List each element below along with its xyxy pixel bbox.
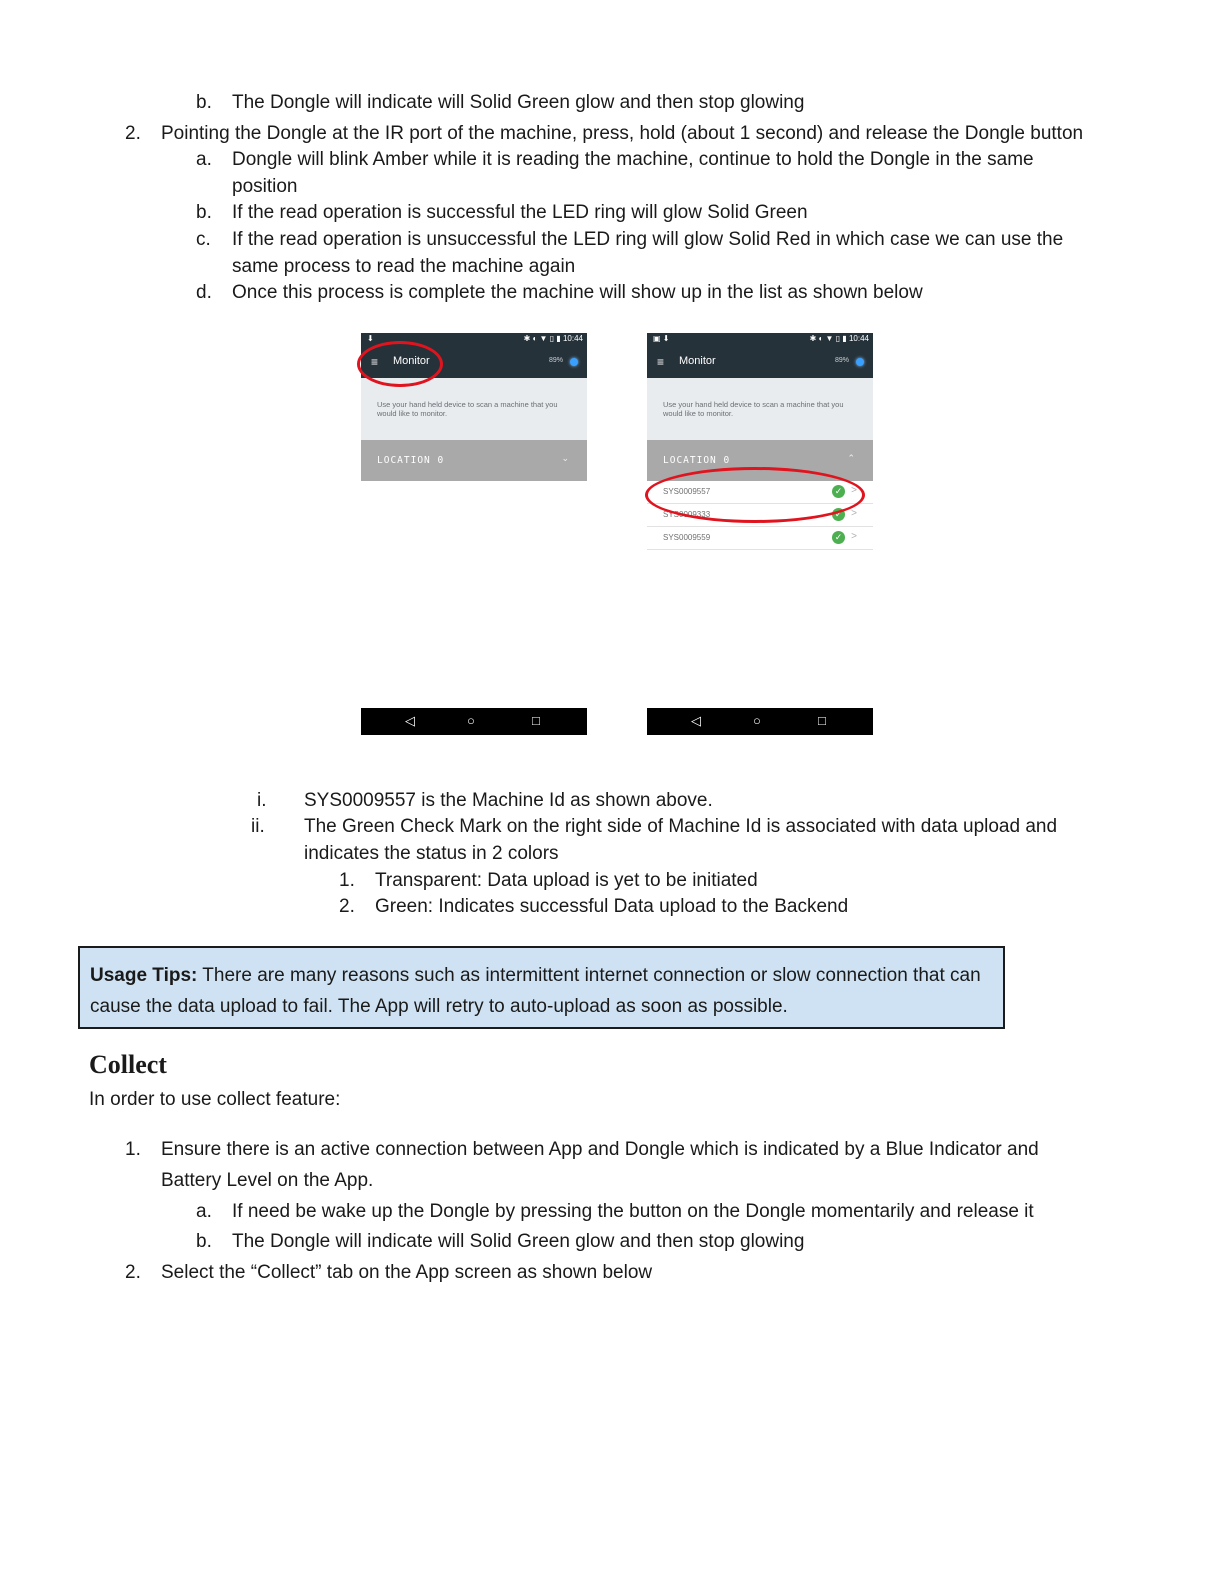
collect-step-1-text-cont: Battery Level on the App.	[161, 1170, 374, 1191]
phone-screenshot-left	[361, 333, 587, 735]
scan-hint: Use your hand held device to scan a machine that you would like to monitor.	[647, 378, 873, 440]
collect-step-1-text: Ensure there is an active connection between App and Dongle which is indicated by a Blue Indicator and	[161, 1139, 1039, 1160]
chevron-right-icon[interactable]: >	[851, 508, 857, 519]
chevron-down-icon[interactable]: ⌄	[561, 453, 569, 463]
note-1-text: Transparent: Data upload is yet to be initiated	[375, 870, 758, 891]
collect-step-b-text: The Dongle will indicate will Solid Green glow and then stop glowing	[232, 1231, 805, 1252]
list-marker-d: d.	[196, 282, 212, 303]
usage-tips-label: Usage Tips:	[90, 965, 198, 986]
check-icon: ✓	[832, 531, 845, 544]
home-icon[interactable]: ○	[467, 713, 475, 728]
hamburger-menu-icon[interactable]: ≡	[657, 355, 665, 369]
list-item-c-text: If the read operation is unsuccessful the LED ring will glow Solid Red in which case we can use the	[232, 229, 1064, 250]
download-icon: ⬇	[367, 334, 374, 343]
location-header[interactable]	[361, 440, 587, 481]
location-label: LOCATION 0	[663, 455, 731, 466]
app-bar	[647, 347, 873, 378]
note-marker-i: i.	[257, 790, 267, 811]
list-item-c-text-cont: same process to read the machine again	[232, 256, 576, 277]
battery-level: 89%	[548, 357, 563, 364]
highlight-ring-machine-row	[645, 467, 865, 523]
check-icon: ✓	[832, 508, 845, 521]
collect-marker-2: 2.	[125, 1262, 141, 1283]
recent-apps-icon[interactable]: □	[818, 713, 826, 728]
list-item-b-text: The Dongle will indicate will Solid Green glow and then stop glowing	[232, 92, 805, 113]
list-marker-b: b.	[196, 92, 212, 113]
list-item-d-text: Once this process is complete the machine will show up in the list as shown below	[232, 282, 923, 303]
back-icon[interactable]: ◁	[691, 713, 701, 728]
section-heading-collect: Collect	[89, 1050, 167, 1079]
android-nav-bar	[647, 708, 873, 735]
battery-level: 89%	[834, 357, 849, 364]
list-item-b2-text: If the read operation is successful the LED ring will glow Solid Green	[232, 202, 808, 223]
usage-tips-text: Usage Tips: There are many reasons such as intermittent internet connection or slow connection that can cause the data upload to fail. The App will retry to auto-upload as soon as possible.	[90, 965, 981, 1017]
location-label: LOCATION 0	[377, 455, 445, 466]
highlight-ring-menu	[357, 341, 443, 387]
hamburger-menu-icon[interactable]: ≡	[371, 355, 379, 369]
collect-step-2-text: Select the “Collect” tab on the App screen as shown below	[161, 1262, 653, 1283]
clock: 10:44	[562, 334, 583, 343]
chevron-up-icon[interactable]: ⌃	[847, 453, 855, 463]
note-marker-1: 1.	[339, 870, 355, 891]
machine-id: SYS0009557	[663, 487, 711, 496]
collect-step-a-text: If need be wake up the Dongle by pressing the button on the Dongle momentarily and release it	[232, 1201, 1034, 1222]
machine-id: SYS0009333	[663, 510, 711, 519]
chevron-right-icon[interactable]: >	[851, 485, 857, 496]
clock: 10:44	[848, 334, 869, 343]
connection-indicator-icon	[856, 358, 864, 366]
note-i-text: SYS0009557 is the Machine Id as shown above.	[304, 790, 713, 811]
status-icons: ✱ ◐ ▼ ▯ ▮ 10:44	[809, 334, 869, 343]
list-marker-a: a.	[196, 149, 212, 170]
connection-indicator-icon	[570, 358, 578, 366]
note-ii-text-cont: indicates the status in 2 colors	[304, 843, 559, 864]
list-item-2-text: Pointing the Dongle at the IR port of the machine, press, hold (about 1 second) and release the Dongle button	[161, 123, 1084, 144]
check-icon: ✓	[832, 485, 845, 498]
collect-marker-b: b.	[196, 1231, 212, 1252]
collect-marker-a: a.	[196, 1201, 212, 1222]
collect-marker-1: 1.	[125, 1139, 141, 1160]
recent-apps-icon[interactable]: □	[532, 713, 540, 728]
note-ii-text: The Green Check Mark on the right side of Machine Id is associated with data upload and	[304, 816, 1058, 837]
status-icons: ✱ ◐ ▼ ▯ ▮ 10:44	[523, 334, 583, 343]
home-icon[interactable]: ○	[753, 713, 761, 728]
list-marker-c: c.	[196, 229, 211, 250]
phone-screenshot-right	[647, 333, 873, 735]
machine-id: SYS0009559	[663, 533, 711, 542]
scan-hint: Use your hand held device to scan a machine that you would like to monitor.	[361, 378, 587, 440]
chevron-right-icon[interactable]: >	[851, 531, 857, 542]
list-item-a-text: Dongle will blink Amber while it is reading the machine, continue to hold the Dongle in the same	[232, 149, 1034, 170]
app-title: Monitor	[393, 355, 430, 367]
list-marker-2: 2.	[125, 123, 141, 144]
usage-tips-box	[78, 946, 1005, 1029]
note-marker-ii: ii.	[251, 816, 265, 837]
note-marker-2: 2.	[339, 896, 355, 917]
list-item-a-text-cont: position	[232, 176, 298, 197]
app-title: Monitor	[679, 355, 716, 367]
notification-icons: ▣ ⬇	[653, 334, 670, 343]
machine-row[interactable]	[647, 527, 873, 550]
android-nav-bar	[361, 708, 587, 735]
back-icon[interactable]: ◁	[405, 713, 415, 728]
note-2-text: Green: Indicates successful Data upload to the Backend	[375, 896, 849, 917]
list-marker-b2: b.	[196, 202, 212, 223]
collect-intro: In order to use collect feature:	[89, 1089, 341, 1110]
status-bar	[647, 333, 873, 347]
